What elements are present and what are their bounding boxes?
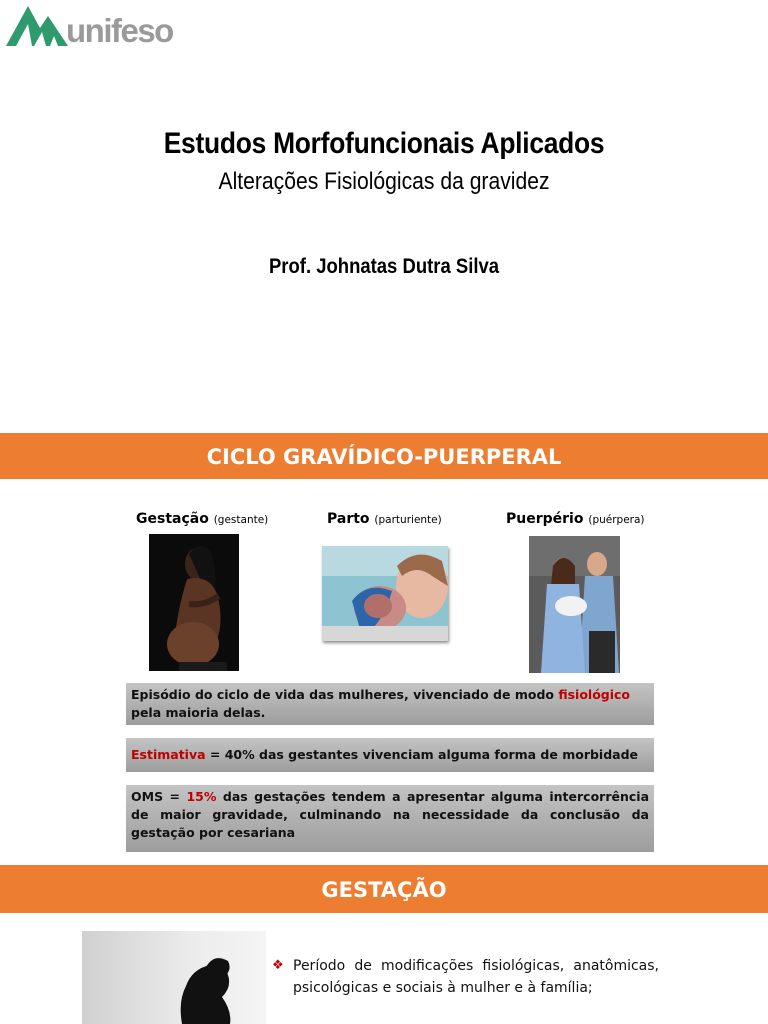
red-diamond-bullet-icon: ❖ — [272, 957, 284, 972]
page-title: Estudos Morfofuncionais Aplicados — [163, 127, 605, 160]
box-text: das gestações tendem a apresentar alguma intercorrência de maior gravidade, culminando na necessidade da conclusão da gestação por cesariana — [131, 789, 650, 840]
box-highlight: 15% — [186, 789, 217, 804]
logo-wordmark: unifeso — [66, 12, 173, 49]
box-text: OMS = — [131, 789, 187, 804]
info-box-oms — [126, 785, 654, 852]
photo-pregnant-woman — [149, 534, 239, 671]
box-text: Episódio do ciclo de vida das mulheres, vivenciado de modo — [131, 687, 559, 702]
phase-label-gestacao — [136, 511, 268, 527]
author-name: Prof. Johnatas Dutra Silva — [268, 255, 500, 278]
logo-mountain-icon — [6, 6, 68, 48]
info-box-estimativa — [126, 738, 654, 772]
phase-subtitle: (gestante) — [213, 514, 269, 526]
phase-title: Parto — [327, 511, 370, 527]
phase-label-puerperio — [506, 511, 645, 527]
bullet-text-line2: psicológicas e sociais à mulher e à família; — [293, 980, 593, 996]
photo-postpartum-couple — [529, 536, 620, 673]
box-text: = 40% das gestantes vivenciam alguma forma de morbidade — [205, 747, 639, 762]
photo-pregnant-silhouette — [82, 931, 266, 1024]
phase-subtitle: (puérpera) — [588, 514, 645, 526]
box-text: pela maioria delas. — [131, 705, 266, 720]
phase-title: Gestação — [136, 511, 209, 527]
box-highlight: fisiológico — [558, 687, 631, 702]
box-highlight: Estimativa — [131, 747, 206, 762]
photo-childbirth — [322, 546, 448, 641]
phase-title: Puerpério — [506, 511, 584, 527]
bullet-text-line1: Período de modificações fisiológicas, anatômicas, — [293, 958, 659, 974]
page-subtitle: Alterações Fisiológicas da gravidez — [218, 168, 550, 195]
section-heading-gestacao: GESTAÇÃO — [0, 865, 768, 913]
unifeso-logo — [6, 6, 173, 50]
phase-label-parto — [327, 511, 442, 527]
info-box-fisiologico — [126, 683, 654, 725]
section-heading-ciclo: CICLO GRAVÍDICO-PUERPERAL — [0, 433, 768, 479]
phase-subtitle: (parturiente) — [374, 514, 442, 526]
